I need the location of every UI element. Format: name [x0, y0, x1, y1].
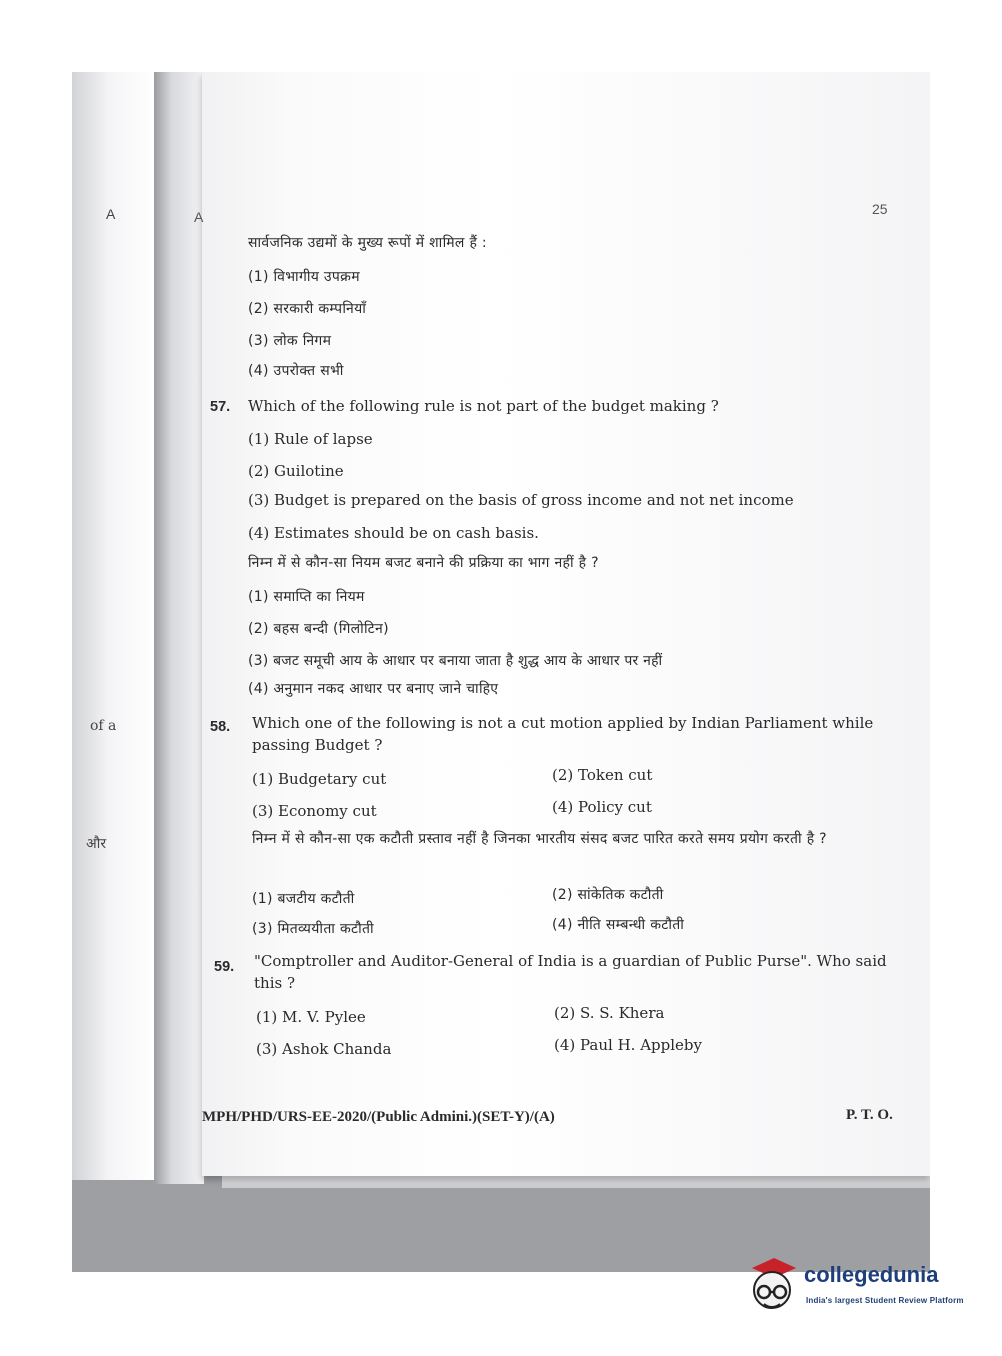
- question-page: [194, 72, 930, 1176]
- q58-number: 58.: [210, 719, 231, 735]
- q59-option-1: (1) M. V. Pylee: [256, 1008, 366, 1026]
- q58-hindi-stem: निम्न में से कौन-सा एक कटौती प्रस्ताव नहीं है जिनका भारतीय संसद बजट पारित करते समय प्रयोग करती है ?: [252, 831, 827, 847]
- q57-option-3: (3) Budget is prepared on the basis of gross income and not net income: [248, 491, 794, 509]
- q57-hindi-option-3: (3) बजट समूची आय के आधार पर बनाया जाता है शुद्ध आय के आधार पर नहीं: [248, 653, 663, 669]
- left-page-fragment-2: और: [86, 836, 107, 852]
- left-page-fragment-1: of a: [90, 718, 117, 734]
- q57-hindi-option-1: (1) समाप्ति का नियम: [248, 589, 365, 605]
- q56-hindi-option-1: (1) विभागीय उपक्रम: [248, 269, 360, 285]
- pto-footer: P. T. O.: [846, 1107, 893, 1123]
- paper-code-footer: MPH/PHD/URS-EE-2020/(Public Admini.)(SET-Y)/(A): [202, 1109, 555, 1125]
- book-spine: [154, 72, 204, 1184]
- q56-hindi-option-2: (2) सरकारी कम्पनियाँ: [248, 301, 367, 317]
- q59-stem: "Comptroller and Auditor-General of India is a guardian of Public Purse". Who said this ?: [254, 952, 887, 992]
- q58-option-1: (1) Budgetary cut: [252, 770, 387, 788]
- q59-number: 59.: [214, 959, 235, 975]
- q58-stem: Which one of the following is not a cut motion applied by Indian Parliament while passing Budget ?: [252, 714, 874, 754]
- q59-option-2: (2) S. S. Khera: [554, 1004, 665, 1022]
- q58-option-3: (3) Economy cut: [252, 802, 377, 820]
- q58-hindi-option-3: (3) मितव्ययीता कटौती: [252, 921, 374, 937]
- scanned-sheet: [72, 72, 930, 1272]
- q56-hindi-option-3: (3) लोक निगम: [248, 333, 332, 349]
- q58-hindi-option-1: (1) बजटीय कटौती: [252, 891, 355, 907]
- q58-hindi-option-2: (2) सांकेतिक कटौती: [552, 887, 664, 903]
- q57-hindi-stem: निम्न में से कौन-सा नियम बजट बनाने की प्रक्रिया का भाग नहीं है ?: [248, 555, 599, 571]
- q58-hindi-option-4: (4) नीति सम्बन्धी कटौती: [552, 917, 685, 933]
- q58-option-2: (2) Token cut: [552, 766, 653, 784]
- q59-option-4: (4) Paul H. Appleby: [554, 1036, 703, 1054]
- q57-hindi-option-2: (2) बहस बन्दी (गिलोटिन): [248, 621, 389, 637]
- q57-option-4: (4) Estimates should be on cash basis.: [248, 524, 539, 542]
- watermark-name: collegedunia: [804, 1262, 939, 1287]
- q57-hindi-option-4: (4) अनुमान नकद आधार पर बनाए जाने चाहिए: [248, 681, 499, 697]
- mascot-icon: [744, 1252, 800, 1318]
- q57-number: 57.: [210, 399, 231, 415]
- q59-option-3: (3) Ashok Chanda: [256, 1040, 392, 1058]
- left-page-margin: [72, 72, 154, 1180]
- q57-option-1: (1) Rule of lapse: [248, 430, 373, 448]
- q56-hindi-option-4: (4) उपरोक्त सभी: [248, 363, 344, 379]
- q57-stem: Which of the following rule is not part of the budget making ?: [248, 397, 719, 415]
- page-number: 25: [872, 201, 888, 217]
- left-page-letter: A: [106, 206, 116, 222]
- q56-hindi-stem: सार्वजनिक उद्यमों के मुख्य रूपों में शामिल हैं :: [248, 235, 487, 251]
- watermark-tagline: India's largest Student Review Platform: [806, 1296, 964, 1305]
- q58-option-4: (4) Policy cut: [552, 798, 652, 816]
- section-letter: A: [194, 209, 204, 225]
- collegedunia-watermark: [744, 1252, 974, 1322]
- q57-option-2: (2) Guilotine: [248, 462, 344, 480]
